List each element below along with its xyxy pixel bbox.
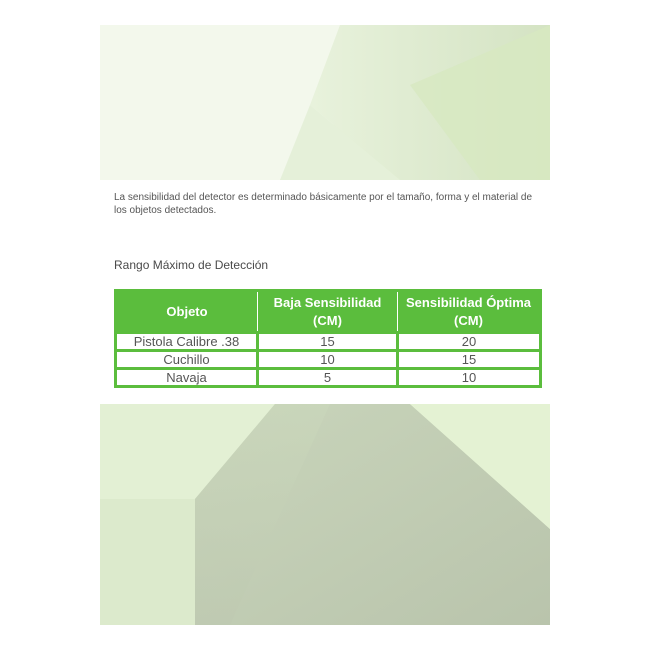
cell-optima: 10 [398, 369, 541, 387]
cell-baja: 5 [258, 369, 398, 387]
bottom-decorative-banner [100, 404, 550, 625]
table-row [116, 351, 541, 369]
cell-baja: 15 [258, 333, 398, 351]
cell-optima: 20 [398, 333, 541, 351]
top-banner-graphic [100, 25, 550, 180]
section-title: Rango Máximo de Detección [114, 258, 269, 272]
cell-objeto: Navaja [116, 369, 258, 387]
table-row [116, 369, 541, 387]
cell-baja: 10 [258, 351, 398, 369]
table-row [116, 333, 541, 351]
cell-optima: 15 [398, 351, 541, 369]
top-decorative-banner [100, 25, 550, 180]
detection-range-table [114, 289, 542, 388]
header-objeto: Objeto [116, 291, 258, 333]
detection-range-table-wrapper [114, 289, 539, 388]
header-baja-sensibilidad: Baja Sensibilidad (CM) [258, 291, 398, 333]
header-sensibilidad-optima: Sensibilidad Óptima (CM) [398, 291, 541, 333]
detector-sensitivity-description: La sensibilidad del detector es determinado básicamente por el tamaño, forma y el material de los objetos detectados. [114, 192, 533, 216]
cell-objeto: Cuchillo [116, 351, 258, 369]
table-header-row [116, 291, 541, 333]
bottom-banner-graphic [100, 404, 550, 625]
cell-objeto: Pistola Calibre .38 [116, 333, 258, 351]
